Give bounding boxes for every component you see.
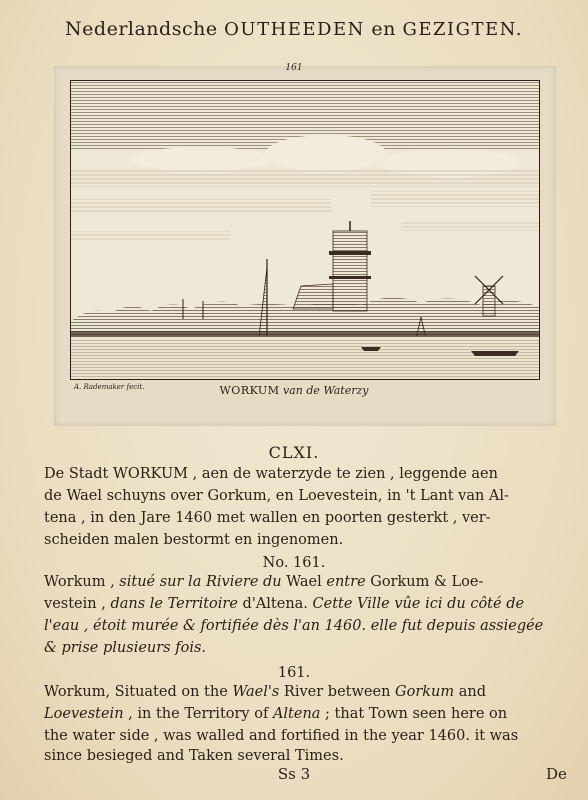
church-tower [333, 231, 367, 311]
french-line-3: l'eau , étoit murée & fortifiée dès l'an 1460. elle fut depuis assiegée [44, 618, 544, 634]
caption-sub: van de Waterzy [282, 384, 369, 397]
french-numeral: No. 161. [262, 555, 326, 571]
rowboat [471, 351, 519, 356]
plate-caption [0, 384, 588, 397]
dutch-line-2: de Wael schuyns over Gorkum, en Loevestein, in 't Lant van Al- [44, 488, 509, 504]
english-line-4: since besieged and Taken several Times. [44, 748, 344, 764]
engraver-signature: A. Rademaker fecit. [74, 383, 145, 391]
header-prefix: Nederlandsche [65, 18, 218, 40]
plate-number: 161 [285, 63, 303, 73]
french-line-1: Workum , situé sur la Riviere du Wael entre Gorkum & Loe- [44, 574, 484, 590]
french-line-2: vestein , dans le Territoire d'Altena. Cette Ville vûe ici du côté de [44, 596, 525, 612]
catchword: De [546, 765, 567, 783]
english-numeral: 161. [277, 665, 311, 681]
caption-main: WORKUM [219, 384, 280, 397]
dutch-numeral: CLXI. [268, 443, 320, 462]
dutch-line-4: scheiden malen bestormt en ingenomen. [44, 532, 344, 548]
river-water [71, 339, 539, 379]
french-line-4: & prise plusieurs fois. [44, 640, 207, 656]
english-line-3: the water side , was walled and fortified in the year 1460. it was [44, 728, 519, 744]
engraving-image [70, 80, 540, 380]
english-line-1: Workum, Situated on the Wael's River between Gorkum and [44, 684, 487, 700]
english-line-2: Loevestein , in the Territory of Altena ; that Town seen here on [44, 706, 508, 722]
header-caps-2: GEZIGTEN. [402, 19, 523, 40]
header-mid: en [371, 18, 396, 40]
page-header [0, 18, 588, 40]
engraving-svg [71, 81, 539, 379]
cloud [266, 135, 386, 171]
header-caps-1: OUTHEEDEN [224, 19, 365, 40]
dutch-line-3: tena , in den Jare 1460 met wallen en poorten gesterkt , ver- [44, 510, 491, 526]
signature-mark: Ss 3 [277, 765, 311, 783]
cloud [131, 147, 271, 171]
dutch-line-1: De Stadt WORKUM , aen de waterzyde te zien , leggende aen [44, 466, 498, 482]
